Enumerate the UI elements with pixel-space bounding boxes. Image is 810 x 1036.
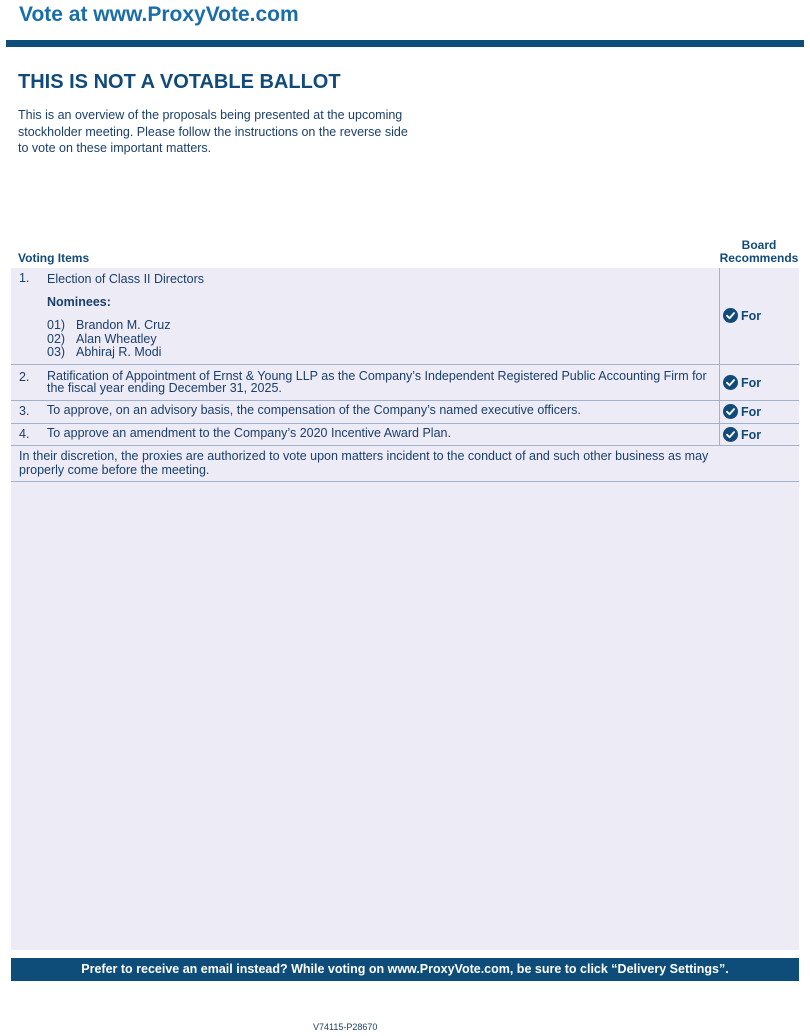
discretion-text: In their discretion, the proxies are authorized to vote upon matters incident to the conduct of and such other business as may properly come before the meeting. — [19, 449, 709, 477]
header-rule — [6, 40, 804, 47]
ballot-heading: THIS IS NOT A VOTABLE BALLOT — [18, 71, 341, 93]
item-number: 3. — [19, 404, 30, 418]
discretion-note — [11, 446, 799, 482]
intro-text: This is an overview of the proposals being presented at the upcoming stockholder meeting. Please follow the instructions on the reverse side to vote on these important matters. — [18, 108, 408, 155]
check-circle-icon — [723, 404, 738, 419]
column-divider — [719, 365, 720, 400]
voting-item-3 — [11, 401, 799, 424]
column-divider — [719, 268, 720, 364]
voting-item-1 — [11, 268, 799, 365]
voting-item-2 — [11, 365, 799, 401]
voting-items-header: Voting Items — [18, 251, 90, 265]
email-delivery-banner: Prefer to receive an email instead? While voting on www.ProxyVote.com, be sure to click “Delivery Settings”. — [11, 958, 799, 981]
item-number: 1. — [19, 271, 30, 285]
nominees-label: Nominees: — [47, 295, 111, 309]
item-number: 2. — [19, 370, 30, 384]
item-text: Ratification of Appointment of Ernst & Young LLP as the Company’s Independent Registered Public Accounting Firm for the fiscal year ending December 31, 2025. — [47, 369, 707, 395]
voting-item-4 — [11, 424, 799, 446]
nominee-list — [47, 319, 719, 360]
header-title[interactable]: Vote at www.ProxyVote.com — [19, 3, 299, 26]
nominee-item: 02) Alan Wheatley — [47, 331, 157, 346]
nominee-item: 01) Brandon M. Cruz — [47, 318, 171, 332]
nominee-item: 03) Abhiraj R. Modi — [47, 345, 162, 359]
item-text: To approve, on an advisory basis, the compensation of the Company’s named executive officers. — [47, 403, 581, 417]
check-circle-icon — [723, 427, 738, 442]
column-divider — [719, 424, 720, 445]
recommendation-for: For — [723, 427, 761, 442]
board-recommends-header: Board Recommends — [719, 238, 799, 265]
check-circle-icon — [723, 375, 738, 390]
item-text: Election of Class II Directors — [47, 272, 204, 286]
check-circle-icon — [723, 308, 738, 323]
item-text: To approve an amendment to the Company’s 2020 Incentive Award Plan. — [47, 426, 451, 440]
recommendation-for: For — [723, 308, 761, 323]
recommendation-for: For — [723, 404, 761, 419]
item-number: 4. — [19, 427, 30, 441]
recommendation-for: For — [723, 375, 761, 390]
document-code: V74115-P28670 — [313, 1022, 378, 1032]
column-divider — [719, 401, 720, 423]
